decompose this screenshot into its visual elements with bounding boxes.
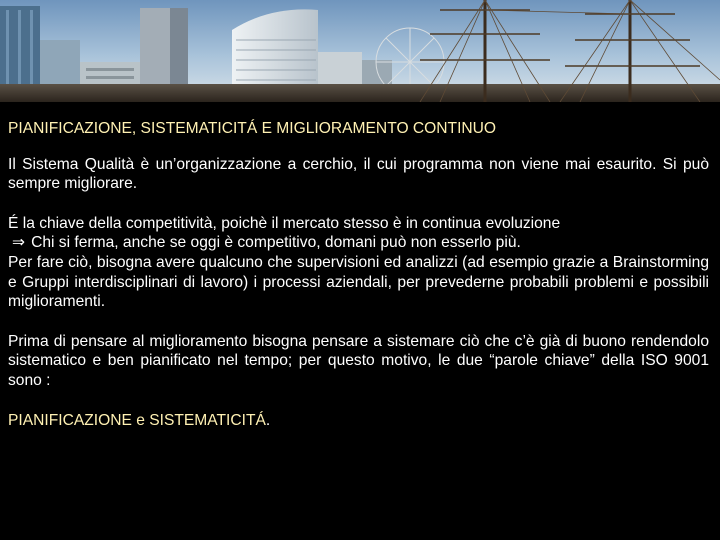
slide-body (8, 119, 709, 430)
closing-keywords-text: PIANIFICAZIONE e SISTEMATICITÁ (8, 411, 266, 429)
paragraph-competitiveness-line1: É la chiave della competitività, poichè il mercato stesso è in continua evoluzione (8, 214, 561, 232)
paragraph-competitiveness-line2 (8, 233, 709, 253)
paragraph-competitiveness-line2-text: Chi si ferma, anche se oggi è competitivo, domani può non esserlo più. (31, 234, 521, 252)
paragraph-quality-system: Il Sistema Qualità è un’organizzazione a cerchio, il cui programma non viene mai esaurito. Si può sempre migliorare. (8, 155, 709, 193)
paragraph-improvement: Prima di pensare al miglioramento bisogna pensare a sistemare ciò che c’è già di buono rendendolo sistematico e ben pianificato nel tempo; per questo motivo, le due “parole chiave” della ISO 9001 sono : (8, 332, 709, 389)
right-double-arrow-icon: ⇒ (12, 234, 26, 252)
closing-keywords (8, 411, 709, 431)
closing-period: . (265, 411, 271, 429)
paragraph-supervision: Per fare ciò, bisogna avere qualcuno che supervisioni ed analizzi (ad esempio grazie a Brainstorming e Gruppi interdisciplinari di lavoro) i processi aziendali, per prevederne probabili problemi e possibili miglioramenti. (8, 253, 709, 311)
header-banner-photo (0, 0, 720, 102)
slide-title: PIANIFICAZIONE, SISTEMATICITÁ E MIGLIORAMENTO CONTINUO (8, 120, 497, 137)
